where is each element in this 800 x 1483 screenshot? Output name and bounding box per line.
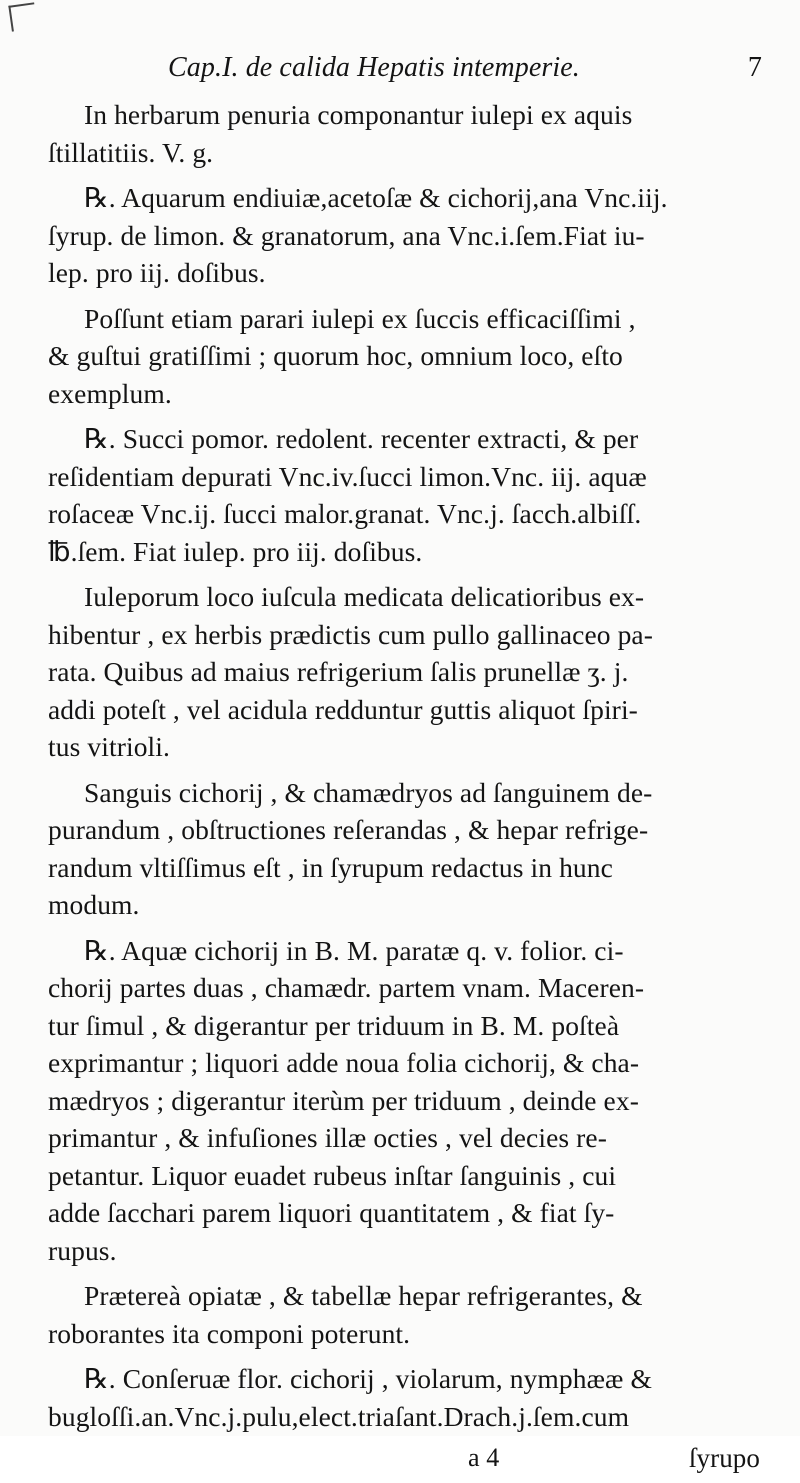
text-line: ſtillatitiis. V. g. xyxy=(48,136,214,168)
text-line: purandum , obſtructiones reſerandas , & hepar refrige- xyxy=(48,814,649,845)
text-line: roſaceæ Vnc.ij. ſucci malor.granat. Vnc.j. ſacch.albiſſ. xyxy=(48,498,642,529)
text-line: roborantes ita componi poterunt. xyxy=(48,1317,411,1349)
text-line: chorij partes duas , chamædr. partem vnam. Maceren- xyxy=(48,972,645,1003)
text-line: randum vltiſſimus eſt , in ſyrupum redactus in hunc xyxy=(48,851,613,883)
running-title: Cap.I. de calida Hepatis intemperie. xyxy=(168,52,580,83)
text-line: reſidentiam depurati Vnc.iv.ſucci limon.Vnc. iij. aquæ xyxy=(48,460,647,492)
text-line: ℞. Conſeruæ flor. cichorij , violarum, nymphææ & xyxy=(84,1363,652,1394)
text-line: ℞. Aquæ cichorij in B. M. paratæ q. v. folior. ci- xyxy=(84,934,624,966)
paragraph-5 xyxy=(48,578,766,766)
page-number: 7 xyxy=(747,52,762,83)
text-line: mædryos ; digerantur iterùm per triduum , deinde ex- xyxy=(48,1084,639,1116)
catchword: ſyrupo xyxy=(688,1443,760,1473)
paragraph-3 xyxy=(48,300,766,413)
text-line: Prætereà opiatæ , & tabellæ hepar refrigerantes, & xyxy=(84,1280,643,1311)
text-line: tur ſimul , & digerantur per triduum in B. M. poſteà xyxy=(48,1009,620,1041)
text-line: hibentur , ex herbis prædictis cum pullo gallinaceo pa- xyxy=(48,618,653,650)
text-line: bugloſſi.an.Vnc.j.pulu,elect.triaſant.Drach.j.ſem.cum xyxy=(48,1400,630,1432)
text-line: modum. xyxy=(48,889,140,920)
text-line: Iuleporum loco iuſcula medicata delicatioribus ex- xyxy=(84,581,645,612)
text-line: exemplum. xyxy=(48,377,172,409)
text-line: adde ſacchari parem liquori quantitatem , & fiat ſy- xyxy=(48,1197,615,1228)
text-line: ℞. Aquarum endiuiæ,acetoſæ & cichorij,ana Vnc.iij. xyxy=(84,182,668,213)
paragraph-9 xyxy=(48,1360,766,1435)
page-text xyxy=(48,50,766,1483)
text-line: primantur , & infuſiones illæ octies , vel decies re- xyxy=(48,1122,607,1153)
text-line: tus vitrioli. xyxy=(48,731,171,762)
text-line: Sanguis cichorij , & chamædryos ad ſanguinem de- xyxy=(84,776,653,808)
signature-mark: a 4 xyxy=(468,1443,500,1472)
text-line: lep. pro iij. doſibus. xyxy=(48,257,266,288)
text-line: ſyrup. de limon. & granatorum, ana Vnc.i.ſem.Fiat iu- xyxy=(48,219,645,251)
text-line: exprimantur ; liquori adde noua folia cichorij, & cha- xyxy=(48,1047,640,1078)
text-line: In herbarum penuria componantur iulepi ex aquis xyxy=(84,99,633,130)
paragraph-1 xyxy=(48,96,766,171)
paragraph-4 xyxy=(48,420,766,570)
text-line: Poſſunt etiam parari iulepi ex ſuccis efficaciſſimi , xyxy=(84,302,636,334)
paragraph-7 xyxy=(48,932,766,1270)
paragraph-6 xyxy=(48,774,766,924)
text-line: ℞. Succi pomor. redolent. recenter extracti, & per xyxy=(84,423,639,454)
text-line: ℔.ſem. Fiat iulep. pro iij. doſibus. xyxy=(48,535,423,567)
text-line: rata. Quibus ad maius refrigerium ſalis prunellæ ʒ. j. xyxy=(48,656,629,687)
text-line: rupus. xyxy=(48,1234,117,1266)
text-line: petantur. Liquor euadet rubeus inſtar ſanguinis , cui xyxy=(48,1159,617,1191)
paragraph-8 xyxy=(48,1277,766,1352)
corner-mark xyxy=(8,2,37,31)
paragraph-2 xyxy=(48,179,766,292)
text-line: & guſtui gratiſſimi ; quorum hoc, omnium loco, eſto xyxy=(48,340,623,371)
running-header xyxy=(48,50,766,96)
text-line: addi poteſt , vel acidula redduntur guttis aliquot ſpiri- xyxy=(48,693,638,725)
page-footer xyxy=(48,1443,766,1483)
